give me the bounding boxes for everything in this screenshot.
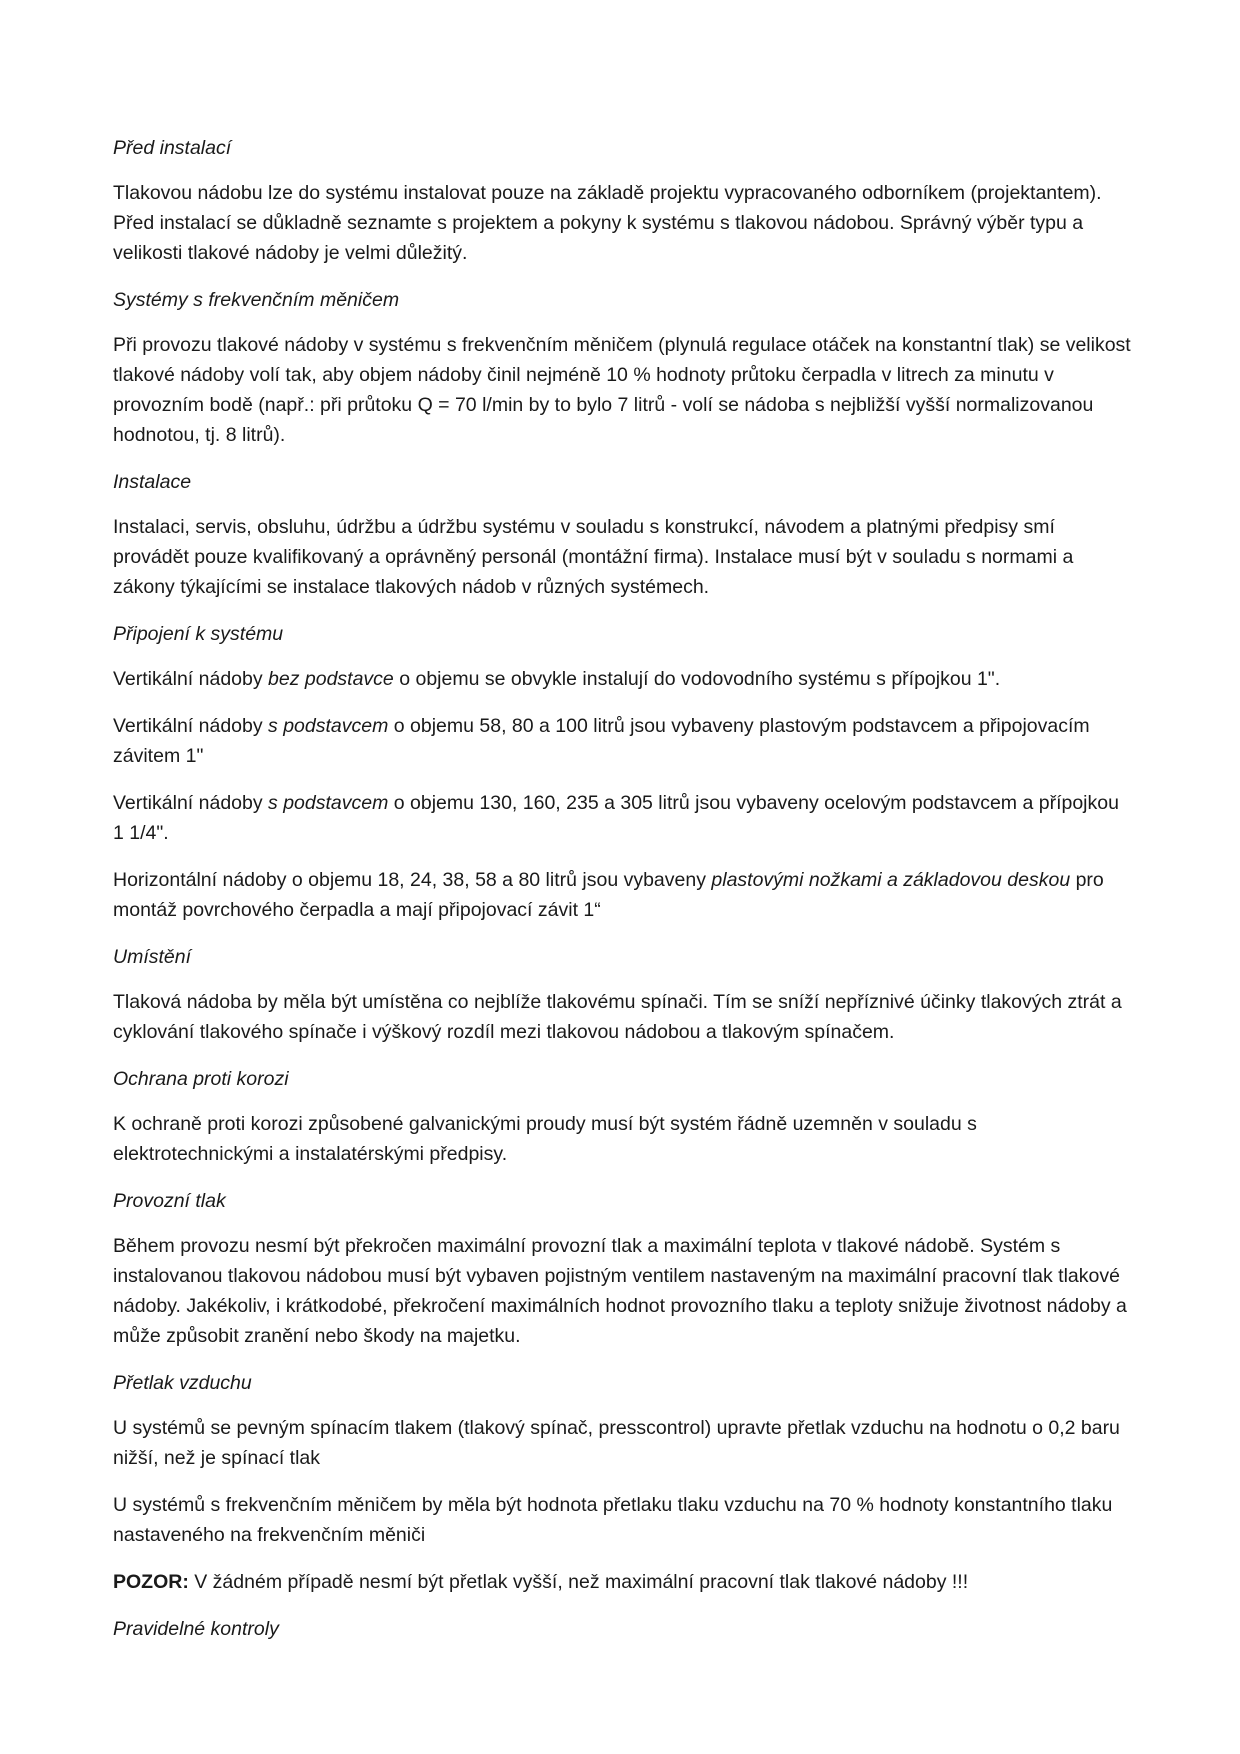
paragraph-pripojeni-4 <box>113 865 1133 925</box>
paragraph-instalace: Instalaci, servis, obsluhu, údržbu a údržbu systému v souladu s konstrukcí, návodem a platnými předpisy smí provádět pouze kvalifikovaný a oprávněný personál (montážní firma). Instalace musí být v souladu s normami a zákony týkajícími se instalace tlakových nádob v různých systémech. <box>113 516 1074 598</box>
paragraph-umisteni: Tlaková nádoba by měla být umístěna co nejblíže tlakovému spínači. Tím se sníží nepříznivé účinky tlakových ztrát a cyklování tlakového spínače i výškový rozdíl mezi tlakovou nádobou a tlakovým spínačem. <box>113 991 1122 1043</box>
heading-umisteni: Umístění <box>113 946 192 968</box>
text-run: o objemu 130, 160, 235 a 305 litrů jsou vybaveny ocelovým podstavcem a přípojkou 1 1/4". <box>113 792 1119 844</box>
paragraph-pred-instalaci: Tlakovou nádobu lze do systému instalovat pouze na základě projektu vypracovaného odborníkem (projektantem). Před instalací se důkladně seznamte s projektem a pokyny k systému s tlakovou nádobou. Správný výběr typu a velikosti tlakové nádoby je velmi důležitý. <box>113 182 1102 264</box>
paragraph-ochrana-korozi: K ochraně proti korozi způsobené galvanickými proudy musí být systém řádně uzemněn v souladu s elektrotechnickými a instalatérskými předpisy. <box>113 1113 977 1165</box>
heading-systemy-menic: Systémy s frekvenčním měničem <box>113 289 400 311</box>
heading-provozni-tlak: Provozní tlak <box>113 1190 226 1212</box>
text-run: pro montáž povrchového čerpadla a mají připojovací závit 1“ <box>113 869 1104 921</box>
document-body <box>113 133 1133 1659</box>
paragraph-pretlak-1: U systémů se pevným spínacím tlakem (tlakový spínač, presscontrol) upravte přetlak vzduchu na hodnotu o 0,2 baru nižší, než je spínací tlak <box>113 1417 1120 1469</box>
text-run: Vertikální nádoby <box>113 792 269 814</box>
heading-pripojeni: Připojení k systému <box>113 623 284 645</box>
text-run: o objemu se obvykle instalují do vodovodního systému s přípojkou 1". <box>393 668 1001 690</box>
heading-pretlak-vzduchu: Přetlak vzduchu <box>113 1372 252 1394</box>
text-run: Vertikální nádoby <box>113 668 269 690</box>
warning-text: V žádném případě nesmí být přetlak vyšší, než maximální pracovní tlak tlakové nádoby !!! <box>188 1571 969 1593</box>
emphasis-text: s podstavcem <box>268 792 389 814</box>
emphasis-text: plastovými nožkami a základovou deskou <box>711 869 1071 891</box>
paragraph-pripojeni-3 <box>113 788 1133 848</box>
emphasis-text: bez podstavce <box>268 668 394 690</box>
heading-ochrana-korozi: Ochrana proti korozi <box>113 1068 289 1090</box>
paragraph-pripojeni-1 <box>113 664 1133 694</box>
warning-label: POZOR: <box>113 1571 189 1593</box>
heading-pred-instalaci: Před instalací <box>113 137 232 159</box>
text-run: Horizontální nádoby o objemu 18, 24, 38, 58 a 80 litrů jsou vybaveny <box>113 869 712 891</box>
text-run: Vertikální nádoby <box>113 715 269 737</box>
heading-pravidelne-kontroly: Pravidelné kontroly <box>113 1618 279 1640</box>
paragraph-systemy-menic: Při provozu tlakové nádoby v systému s frekvenčním měničem (plynulá regulace otáček na konstantní tlak) se velikost tlakové nádoby volí tak, aby objem nádoby činil nejméně 10 % hodnoty průtoku čerpadla v litrech za minutu v provozním bodě (např.: při průtoku Q = 70 l/min by to bylo 7 litrů - volí se nádoba s nejbližší vyšší normalizovanou hodnotou, tj. 8 litrů). <box>113 334 1131 446</box>
heading-instalace: Instalace <box>113 471 192 493</box>
emphasis-text: s podstavcem <box>268 715 389 737</box>
paragraph-provozni-tlak: Během provozu nesmí být překročen maximální provozní tlak a maximální teplota v tlakové nádobě. Systém s instalovanou tlakovou nádobou musí být vybaven pojistným ventilem nastaveným na maximální pracovní tlak tlakové nádoby. Jakékoliv, i krátkodobé, překročení maximálních hodnot provozního tlaku a teploty snižuje životnost nádoby a může způsobit zranění nebo škody na majetku. <box>113 1235 1127 1347</box>
text-run: o objemu 58, 80 a 100 litrů jsou vybaveny plastovým podstavcem a připojovacím závitem 1" <box>113 715 1090 767</box>
paragraph-warning <box>113 1567 1133 1597</box>
paragraph-pripojeni-2 <box>113 711 1133 771</box>
paragraph-pretlak-2: U systémů s frekvenčním měničem by měla být hodnota přetlaku tlaku vzduchu na 70 % hodnoty konstantního tlaku nastaveného na frekvenčním měniči <box>113 1494 1113 1546</box>
